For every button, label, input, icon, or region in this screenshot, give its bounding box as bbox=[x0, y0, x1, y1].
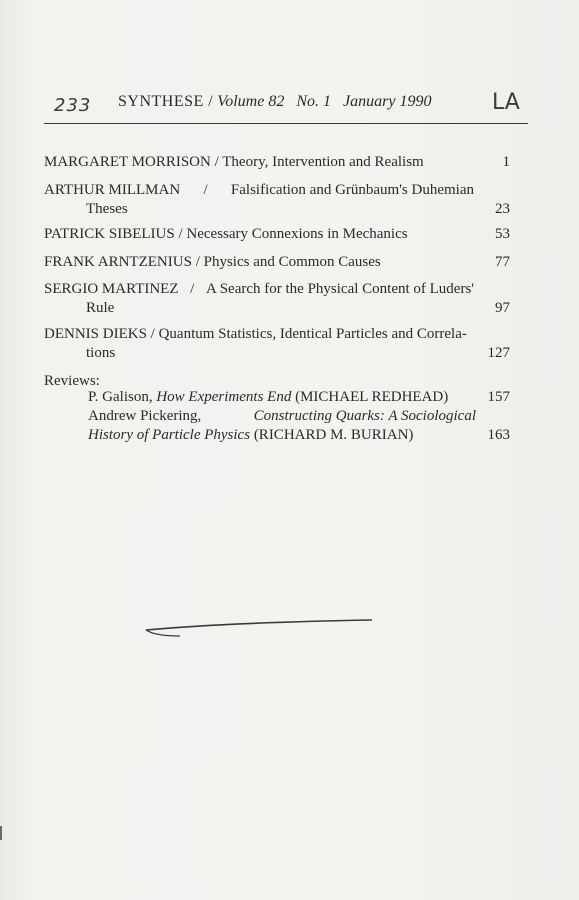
entry-page: 97 bbox=[495, 300, 510, 316]
handwritten-mark: LA bbox=[492, 90, 520, 115]
review-book: Constructing Quarks: A Sociological bbox=[253, 408, 476, 424]
review-entry bbox=[88, 388, 510, 407]
header-rule bbox=[44, 123, 528, 124]
entry-title-cont: Theses bbox=[86, 201, 128, 217]
date: January 1990 bbox=[343, 93, 432, 110]
toc-entry: PATRICK SIBELIUS / Necessary Connexions in Mechanics 53 bbox=[44, 226, 510, 242]
toc-entry: SERGIO MARTINEZ / A Search for the Physical Content of Luders' Rule 97 bbox=[44, 281, 510, 316]
margin-mark bbox=[0, 826, 2, 840]
handwritten-stroke bbox=[140, 612, 380, 642]
entry-title: Necessary Connexions in Mechanics bbox=[186, 226, 408, 242]
entry-title: Falsification and Grünbaum's Duhemian bbox=[230, 182, 474, 198]
review-lead: P. Galison, bbox=[88, 389, 153, 405]
entry-author: MARGARET MORRISON bbox=[44, 154, 211, 170]
entry-page: 53 bbox=[495, 226, 510, 242]
entry-page: 1 bbox=[502, 154, 510, 170]
review-entry bbox=[88, 407, 510, 445]
entry-author: FRANK ARNTZENIUS bbox=[44, 254, 192, 270]
toc-entry: DENNIS DIEKS / Quantum Statistics, Identical Particles and Correla- tions 127 bbox=[44, 326, 510, 361]
entry-title: Quantum Statistics, Identical Particles and Correla- bbox=[158, 326, 467, 342]
entry-author: SERGIO MARTINEZ bbox=[44, 281, 179, 297]
handwritten-number: 233 bbox=[54, 95, 92, 116]
entry-title-cont: Rule bbox=[86, 300, 115, 316]
review-book-cont: History of Particle Physics bbox=[88, 427, 251, 443]
entry-author: DENNIS DIEKS bbox=[44, 326, 147, 342]
volume: Volume 82 bbox=[217, 93, 285, 110]
review-page: 163 bbox=[487, 427, 510, 443]
entry-page: 77 bbox=[495, 254, 510, 270]
bleed-through-text bbox=[40, 440, 540, 770]
journal-name: SYNTHESE / bbox=[118, 93, 214, 110]
journal-header bbox=[118, 93, 431, 111]
reviews-label: Reviews: bbox=[44, 373, 100, 389]
issue: No. 1 bbox=[296, 93, 332, 110]
review-page: 157 bbox=[487, 389, 510, 405]
entry-title-cont: tions bbox=[86, 345, 116, 361]
review-reviewer: (RICHARD M. BURIAN) bbox=[253, 427, 414, 443]
review-reviewer: (MICHAEL REDHEAD) bbox=[295, 389, 449, 405]
entry-title: Theory, Intervention and Realism bbox=[222, 154, 424, 170]
entry-title: A Search for the Physical Content of Luders' bbox=[205, 281, 474, 297]
toc-entry: MARGARET MORRISON / Theory, Intervention and Realism 1 bbox=[44, 154, 510, 170]
entry-title: Physics and Common Causes bbox=[203, 254, 381, 270]
review-lead: Andrew Pickering, bbox=[88, 408, 202, 424]
entry-page: 127 bbox=[487, 345, 510, 361]
entry-author: PATRICK SIBELIUS bbox=[44, 226, 175, 242]
entry-page: 23 bbox=[495, 201, 510, 217]
toc-entry: FRANK ARNTZENIUS / Physics and Common Causes 77 bbox=[44, 254, 510, 270]
toc-entry: ARTHUR MILLMAN / Falsification and Grünbaum's Duhemian Theses 23 bbox=[44, 182, 510, 217]
review-book: How Experiments End bbox=[156, 389, 292, 405]
entry-author: ARTHUR MILLMAN bbox=[44, 182, 181, 198]
